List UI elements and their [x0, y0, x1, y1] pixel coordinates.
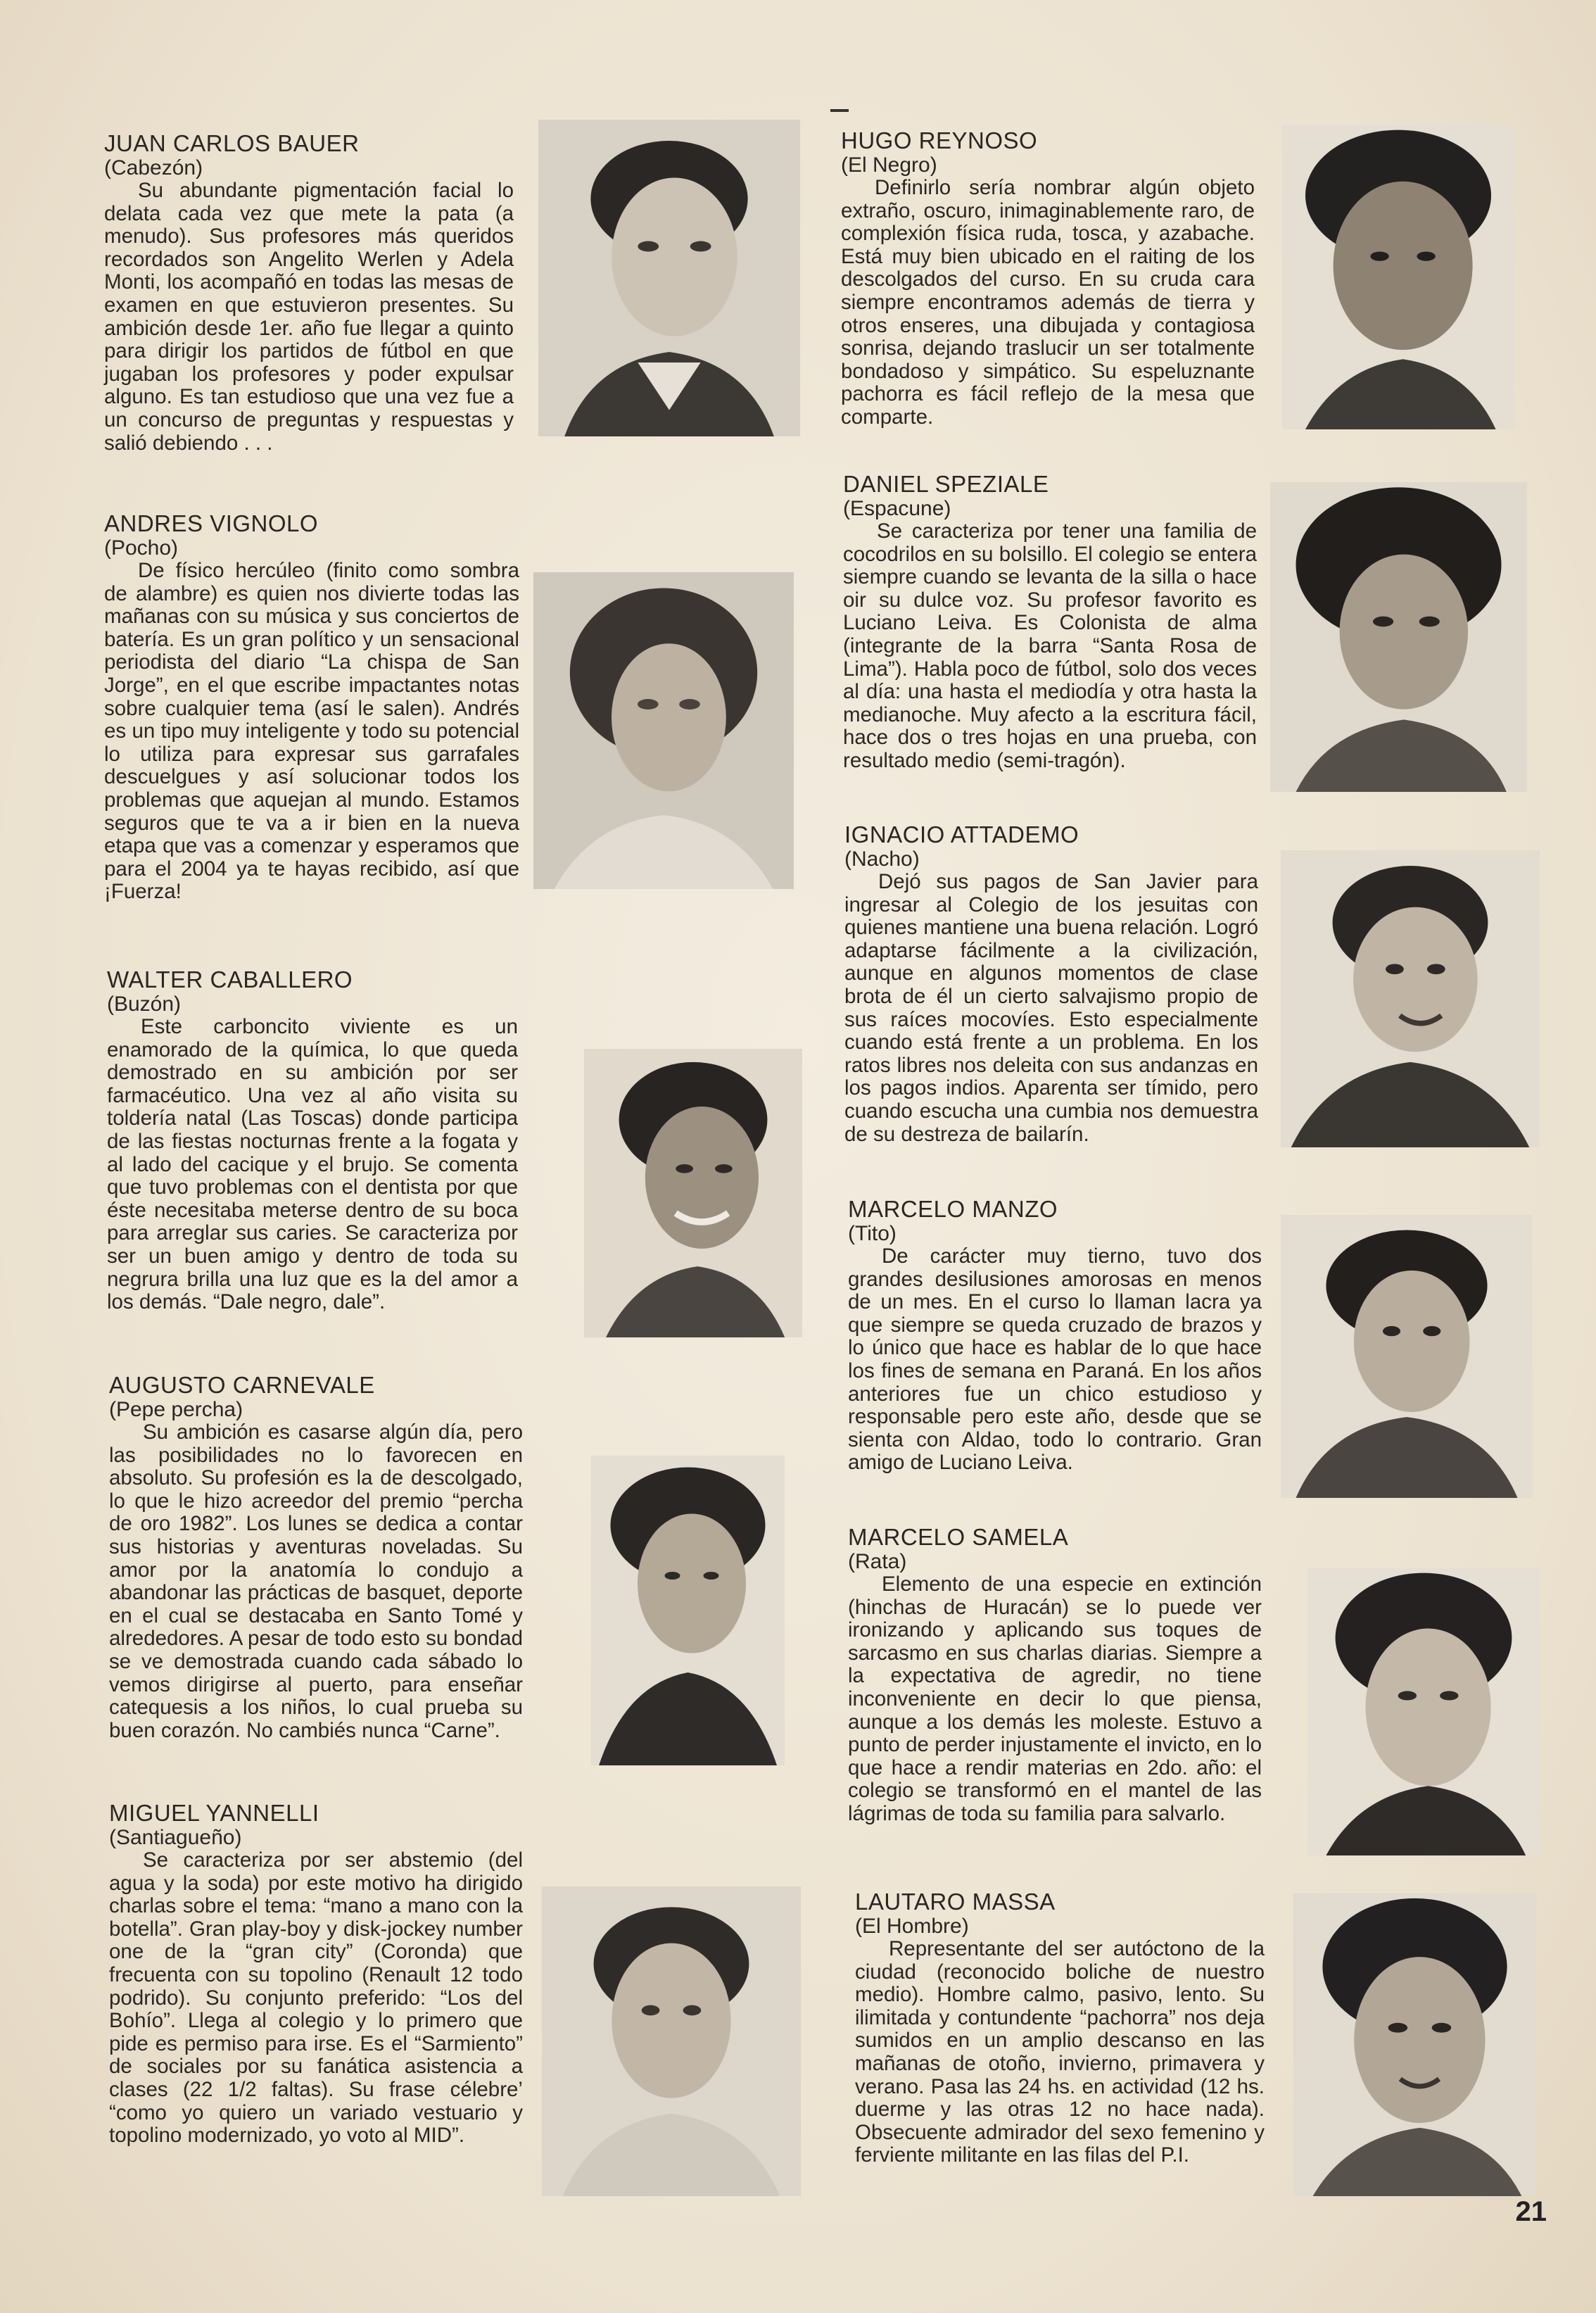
- student-nickname: (Nacho): [844, 847, 920, 871]
- student-name: LAUTARO MASSA: [855, 1889, 1056, 1915]
- student-name: MIGUEL YANNELLI: [109, 1800, 319, 1826]
- page-number: 21: [1515, 2196, 1547, 2227]
- portrait-photo-attademo: [1281, 850, 1540, 1147]
- student-bio: Dejó sus pagos de San Javier para ingresar al Colegio de los jesuitas con quienes mantiene una buena relación. Logró adaptarse fácilmente a la civilización, aunque en algunos momentos de clase brota de él un cierto salvajismo propio de sus raíces mocovíes. Esto especialmente cuando está frente a un problema. En los ratos libres nos deleita con sus andanzas en los pagos indios. Aparenta ser tímido, pero cuando escucha una cumbia nos demuestra de su destreza de bailarín.: [844, 870, 1258, 1146]
- student-entry-manzo: [848, 1197, 1262, 1475]
- student-entry-massa: [855, 1889, 1265, 2167]
- portrait-photo-reynoso: [1282, 125, 1514, 429]
- student-nickname: (Pepe percha): [109, 1398, 243, 1421]
- student-entry-attademo: [844, 822, 1258, 1146]
- portrait-photo-vignolo: [533, 572, 794, 889]
- print-mark: [830, 109, 849, 112]
- portrait-photo-speziale: [1270, 482, 1527, 792]
- student-entry-samela: [848, 1525, 1262, 1826]
- student-entry-speziale: [843, 472, 1257, 773]
- portrait-photo-carnevale: [591, 1456, 785, 1765]
- student-name: DANIEL SPEZIALE: [843, 471, 1049, 497]
- student-entry-bauer: [104, 131, 514, 455]
- student-name: AUGUSTO CARNEVALE: [109, 1372, 375, 1398]
- portrait-photo-caballero: [584, 1049, 802, 1337]
- student-bio: Se caracteriza por tener una familia de cocodrilos en su bolsillo. El colegio se entera siempre cuando se levanta de la silla o hace oir su dulce voz. Su profesor favorito es Luciano Leiva. Es Colonista de alma (integrante de la barra “Santa Rosa de Lima”). Habla poco de fútbol, solo dos veces al día: una hasta el mediodía y otra hasta la medianoche. Muy afecto a la escritura fácil, hace dos o tres hojas en una prueba, con resultado medio (semi-tragón).: [843, 519, 1257, 772]
- student-bio: Definirlo sería nombrar algún objeto extraño, oscuro, inimaginablemente raro, de complexión física ruda, tosca, y azabache. Está muy bien ubicado en el raiting de los descolgados del curso. En su cruda cara siempre encontramos además de tierra y otros enseres, una dibujada y contagiosa sonrisa, dejando traslucir un ser totalmente bondadoso y simpático. Su espeluznante pachorra es fácil reflejo de la mesa que comparte.: [841, 176, 1255, 429]
- student-nickname: (Rata): [848, 1550, 907, 1573]
- student-entry-caballero: [107, 967, 518, 1314]
- student-bio: Su ambición es casarse algún día, pero las posibilidades no lo favorecen en absoluto. Su profesión es la de descolgado, lo que le hizo acreedor del premio “percha de oro 1982”. Los lunes se dedica a contar sus historias y aventuras noveladas. Su amor por la anatomía lo condujo a abandonar las prácticas de basquet, deporte en el cual se destacaba en Santo Tomé y alrededores. A pesar de todo esto su bondad se ve demostrada cuando cada sábado lo vemos dirigirse al puerto, para enseñar catequesis a los niños, lo cual prueba su buen corazón. No cambiés nunca “Carne”.: [109, 1420, 523, 1742]
- student-bio: Se caracteriza por ser abstemio (del agua y la soda) por este motivo ha dirigido charlas sobre el tema: “mano a mano con la botella”. Gran play-boy y disk-jockey number one de la “gran city” (Coronda) que frecuenta con su topolino (Renault 12 todo podrido). Su conjunto preferido: “Los del Bohío”. Llega al colegio y lo primero que pide es permiso para irse. Es el “Sarmiento” de sociales por su fanática asistencia a clases (22 1/2 faltas). Su frase célebre’ “como yo quiero un variado vestuario y topolino modernizado, yo voto al MID”.: [109, 1848, 523, 2148]
- student-name: MARCELO MANZO: [848, 1196, 1058, 1222]
- student-nickname: (Santiagueño): [109, 1826, 242, 1849]
- student-name: JUAN CARLOS BAUER: [104, 130, 360, 156]
- student-entry-vignolo: [104, 511, 519, 904]
- student-bio: Elemento de una especie en extinción (hinchas de Huracán) se lo puede ver ironizando y aplicando sus toques de sarcasmo en sus charlas diarias. Siempre a la expectativa de agredir, no tiene inconveniente en decir lo que piensa, aunque a los demás les moleste. Estuvo a punto de perder injustamente el invicto, en lo que hace a rendir materias en 2do. año: el colegio se transformó en el mantel de las lágrimas de toda su familia para salvarlo.: [848, 1573, 1262, 1825]
- student-nickname: (Pocho): [104, 536, 179, 560]
- student-name: MARCELO SAMELA: [848, 1524, 1069, 1550]
- student-bio: Este carboncito viviente es un enamorado de la química, lo que queda demostrado en su ambición por ser farmacéutico. Una vez al año visita su toldería natal (Las Toscas) donde participa de las fiestas nocturnas frente a la fogata y al lado del cacique y el brujo. Se comenta que tuvo problemas con el dentista por que éste necesitaba meterse dentro de su boca para arreglar sus caries. Se caracteriza por ser un buen amigo y dentro de toda su negrura brilla una luz que es la del amor a los demás. “Dale negro, dale”.: [107, 1015, 518, 1314]
- student-nickname: (Buzón): [107, 992, 182, 1016]
- student-name: IGNACIO ATTADEMO: [844, 821, 1079, 847]
- portrait-photo-samela: [1307, 1568, 1540, 1855]
- student-bio: Su abundante pigmentación facial lo delata cada vez que mete la pata (a menudo). Sus profesores más queridos recordados son Angelito Werlen y Adela Monti, los acompañó en todas las mesas de examen en que estuvieron presentes. Su ambición desde 1er. año fue llegar a quinto para dirigir los partidos de fútbol en que jugaban los profesores y poder expulsar alguno. Es tan estudioso que una vez fue a un concurso de preguntas y respuestas y salió debiendo . . .: [104, 179, 514, 455]
- portrait-photo-manzo: [1281, 1215, 1533, 1498]
- student-nickname: (Cabezón): [104, 156, 203, 179]
- student-nickname: (El Negro): [841, 153, 937, 177]
- student-bio: De físico hercúleo (finito como sombra de alambre) es quien nos divierte todas las mañanas con su música y sus conciertos de batería. Es un gran político y un sensacional periodista del diario “La chispa de San Jorge”, en el que escribe impactantes notas sobre cualquier tema (así le salen). Andrés es un tipo muy inteligente y todo su potencial lo utiliza para expresar sus garrafales descuelgues y así solucionar todos los problemas que aquejan al mundo. Estamos seguros que te va a ir bien en la nueva etapa que vas a comenzar y esperamos que para el 2004 ya te hayas recibido, así que ¡Fuerza!: [104, 559, 519, 904]
- student-bio: Representante del ser autóctono de la ciudad (reconocido boliche de nuestro medio). Hombre calmo, pasivo, lento. Su ilimitada y contundente “pachorra” nos deja sumidos en un amplio descanso en las mañanas de otoño, invierno, primavera y verano. Pasa las 24 hs. en actividad (12 hs. duerme y las otras 12 no hace nada). Obsecuente admirador del sexo femenino y ferviente militante en las filas del P.I.: [855, 1937, 1265, 2167]
- portrait-photo-yannelli: [542, 1886, 801, 2196]
- student-entry-reynoso: [841, 128, 1255, 429]
- student-name: HUGO REYNOSO: [841, 127, 1038, 153]
- student-name: ANDRES VIGNOLO: [104, 510, 319, 536]
- student-nickname: (Espacune): [843, 497, 951, 520]
- student-entry-yannelli: [109, 1801, 523, 2148]
- student-nickname: (Tito): [848, 1222, 897, 1245]
- student-bio: De carácter muy tierno, tuvo dos grandes desilusiones amorosas en menos de un mes. En el curso lo llaman lacra ya que siempre se queda cruzado de brazos y lo único que hace es hablar de lo que hace los fines de semana en Paraná. En los años anteriores fue un chico estudioso y responsable pero este año, desde que se sienta con Aldao, todo lo contrario. Gran amigo de Luciano Leiva.: [848, 1244, 1262, 1475]
- portrait-photo-bauer: [538, 120, 800, 436]
- student-entry-carnevale: [109, 1373, 523, 1742]
- student-name: WALTER CABALLERO: [107, 966, 353, 992]
- portrait-photo-massa: [1293, 1893, 1536, 2196]
- student-nickname: (El Hombre): [855, 1915, 969, 1938]
